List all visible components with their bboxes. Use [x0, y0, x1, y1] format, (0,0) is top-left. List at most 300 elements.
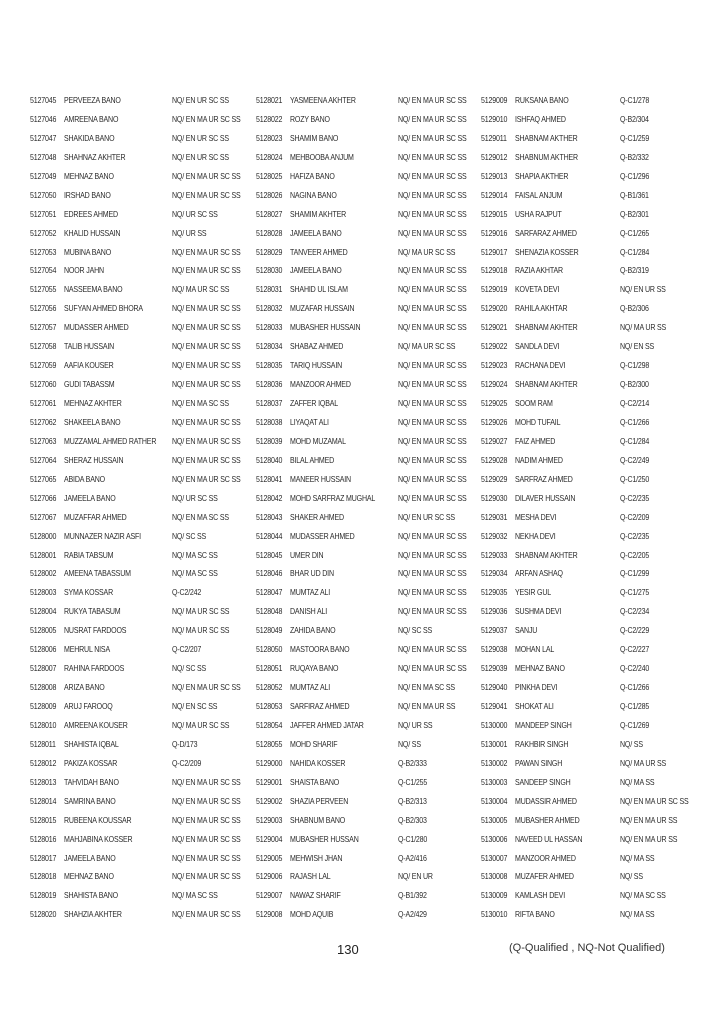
result-status: NQ/ MA UR SS [620, 322, 667, 333]
result-status: NQ/ EN MA UR SC SS [172, 322, 241, 333]
candidate-name: SUFYAN AHMED BHORA [64, 303, 143, 314]
result-row [256, 889, 481, 908]
result-row [481, 700, 706, 719]
result-status: Q-C2/229 [620, 625, 650, 636]
result-status: NQ/ EN MA UR SC SS [398, 663, 467, 674]
roll-number: 5128030 [256, 265, 283, 276]
candidate-name: ARFAN ASHAQ [515, 568, 563, 579]
result-row [256, 170, 481, 189]
candidate-name: SHABNAM AKTHER [515, 132, 578, 143]
result-row [481, 662, 706, 681]
result-status: NQ/ EN UR SS [620, 284, 666, 295]
result-row [30, 681, 255, 700]
result-row [30, 662, 255, 681]
candidate-name: IRSHAD BANO [64, 189, 111, 200]
candidate-name: MUDASSER AHMED [290, 530, 355, 541]
candidate-name: JAMEELA BANO [64, 852, 116, 863]
roll-number: 5128021 [256, 95, 283, 105]
roll-number: 5130008 [481, 871, 508, 882]
roll-number: 5128017 [30, 852, 57, 863]
result-status: NQ/ EN MA UR SC SS [172, 360, 241, 371]
result-row [481, 246, 706, 265]
result-status: NQ/ EN MA SC SS [172, 511, 229, 522]
result-row [256, 605, 481, 624]
roll-number: 5128033 [256, 322, 283, 333]
result-row [256, 302, 481, 321]
roll-number: 5130007 [481, 852, 508, 863]
candidate-name: SHABNAM AKHTER [515, 379, 578, 390]
roll-number: 5128055 [256, 738, 283, 749]
result-row [256, 719, 481, 738]
roll-number: 5129026 [481, 416, 508, 427]
result-status: NQ/ EN UR [398, 871, 433, 882]
roll-number: 5128008 [30, 682, 57, 693]
results-column-1 [30, 94, 255, 927]
result-row [30, 132, 255, 151]
candidate-name: MEHNAZ AKHTER [64, 398, 122, 408]
roll-number: 5127061 [30, 398, 57, 408]
roll-number: 5127054 [30, 265, 57, 276]
roll-number: 5127049 [30, 170, 57, 181]
roll-number: 5129016 [481, 227, 508, 238]
roll-number: 5129028 [481, 454, 508, 465]
roll-number: 5127062 [30, 416, 57, 427]
result-status: NQ/ EN MA UR SC SS [172, 852, 241, 863]
result-status: NQ/ EN MA UR SC SS [398, 416, 467, 427]
result-status: NQ/ EN UR SC SS [398, 511, 455, 522]
result-row [256, 795, 481, 814]
result-row [30, 151, 255, 170]
result-row [30, 94, 255, 113]
roll-number: 5128043 [256, 511, 283, 522]
result-row [30, 492, 255, 511]
roll-number: 5128039 [256, 435, 283, 446]
result-status: NQ/ EN MA UR SC SS [398, 284, 467, 295]
roll-number: 5129005 [256, 852, 283, 863]
result-status: NQ/ EN MA UR SC SS [398, 95, 467, 105]
candidate-name: NASSEEMA BANO [64, 284, 123, 295]
result-row [256, 416, 481, 435]
roll-number: 5129006 [256, 871, 283, 882]
result-row [481, 908, 706, 927]
candidate-name: RACHANA DEVI [515, 360, 566, 371]
result-row [30, 397, 255, 416]
result-status: NQ/ SS [398, 738, 421, 749]
result-row [30, 530, 255, 549]
roll-number: 5127046 [30, 113, 57, 124]
result-status: NQ/ EN UR SC SS [172, 95, 229, 105]
roll-number: 5127050 [30, 189, 57, 200]
result-row [256, 567, 481, 586]
result-status: NQ/ EN MA UR SC SS [172, 341, 241, 352]
roll-number: 5128016 [30, 833, 57, 844]
result-status: NQ/ EN MA UR SC SS [398, 189, 467, 200]
result-status: NQ/ EN MA UR SS [620, 833, 678, 844]
roll-number: 5128024 [256, 151, 283, 162]
result-status: NQ/ EN SC SS [172, 701, 218, 711]
roll-number: 5129025 [481, 398, 508, 408]
result-status: NQ/ MA SS [620, 776, 655, 787]
candidate-name: MANZOOR AHMED [290, 379, 351, 390]
result-status: Q-C2/205 [620, 549, 650, 560]
roll-number: 5128022 [256, 113, 283, 124]
candidate-name: MUMTAZ ALI [290, 587, 331, 598]
candidate-name: RIFTA BANO [515, 909, 555, 920]
candidate-name: MEHBOOBA ANJUM [290, 151, 354, 162]
result-status: NQ/ EN MA UR SC SS [398, 473, 467, 484]
roll-number: 5128007 [30, 663, 57, 674]
result-row [256, 700, 481, 719]
roll-number: 5127047 [30, 132, 57, 143]
result-status: Q-C2/214 [620, 398, 650, 408]
result-row [30, 227, 255, 246]
result-status: Q-C2/209 [620, 511, 650, 522]
result-status: Q-A2/416 [398, 852, 427, 863]
result-status: NQ/ MA UR SC SS [172, 719, 230, 730]
candidate-name: RAKHBIR SINGH [515, 738, 569, 749]
candidate-name: PINKHA DEVI [515, 682, 558, 693]
candidate-name: EDREES AHMED [64, 208, 118, 219]
candidate-name: TARIQ HUSSAIN [290, 360, 343, 371]
result-status: Q-C2/235 [620, 492, 650, 503]
roll-number: 5129010 [481, 113, 508, 124]
result-row [481, 132, 706, 151]
candidate-name: MEHNAZ BANO [64, 871, 114, 882]
result-status: NQ/ EN MA UR SC SS [172, 113, 241, 124]
result-status: NQ/ EN MA UR SC SS [172, 303, 241, 314]
roll-number: 5130010 [481, 909, 508, 920]
roll-number: 5128000 [30, 530, 57, 541]
result-status: NQ/ EN MA UR SC SS [398, 398, 467, 408]
roll-number: 5128009 [30, 701, 57, 711]
results-column-3 [481, 94, 706, 927]
candidate-name: SHABAZ AHMED [290, 341, 344, 352]
result-row [481, 776, 706, 795]
result-row [256, 549, 481, 568]
result-row [30, 605, 255, 624]
result-status: NQ/ MA SC SS [172, 890, 218, 901]
result-status: NQ/ EN MA UR SC SS [172, 909, 241, 920]
roll-number: 5130001 [481, 738, 508, 749]
result-row [30, 586, 255, 605]
result-row [481, 321, 706, 340]
roll-number: 5128006 [30, 644, 57, 655]
result-status: Q-C1/284 [620, 435, 650, 446]
roll-number: 5128023 [256, 132, 283, 143]
result-row [30, 549, 255, 568]
roll-number: 5130004 [481, 795, 508, 806]
roll-number: 5128001 [30, 549, 57, 560]
result-status: NQ/ EN MA UR SS [620, 814, 678, 825]
roll-number: 5128014 [30, 795, 57, 806]
result-status: NQ/ UR SS [172, 227, 207, 238]
result-row [30, 113, 255, 132]
result-status: Q-B1/361 [620, 189, 649, 200]
result-row [256, 473, 481, 492]
roll-number: 5128045 [256, 549, 283, 560]
result-status: NQ/ EN MA UR SC SS [172, 265, 241, 276]
roll-number: 5128004 [30, 606, 57, 617]
roll-number: 5127066 [30, 492, 57, 503]
result-status: NQ/ EN MA UR SC SS [172, 189, 241, 200]
result-row [256, 643, 481, 662]
candidate-name: NAHIDA KOSSER [290, 757, 346, 768]
roll-number: 5128032 [256, 303, 283, 314]
candidate-name: NAGINA BANO [290, 189, 337, 200]
candidate-name: ZAFFER IQBAL [290, 398, 339, 408]
candidate-name: YASMEENA AKHTER [290, 95, 356, 105]
result-status: NQ/ EN MA UR SC SS [172, 795, 241, 806]
roll-number: 5128028 [256, 227, 283, 238]
roll-number: 5128040 [256, 454, 283, 465]
result-row [481, 870, 706, 889]
roll-number: 5128011 [30, 738, 56, 749]
candidate-name: NEKHA DEVI [515, 530, 556, 541]
candidate-name: AMEENA TABASSUM [64, 568, 131, 579]
result-status: NQ/ MA SS [620, 909, 655, 920]
roll-number: 5129009 [481, 95, 508, 105]
result-status: Q-C1/255 [398, 776, 428, 787]
result-status: NQ/ SS [620, 871, 643, 882]
result-status: Q-B2/319 [620, 265, 649, 276]
candidate-name: MAHJABINA KOSSER [64, 833, 133, 844]
result-row [30, 473, 255, 492]
result-status: NQ/ EN MA UR SC SS [172, 833, 241, 844]
roll-number: 5127058 [30, 341, 57, 352]
candidate-name: SHAMIM AKHTER [290, 208, 347, 219]
result-row [256, 189, 481, 208]
roll-number: 5127045 [30, 95, 57, 105]
candidate-name: MOHD TUFAIL [515, 416, 561, 427]
candidate-name: SARFRAZ AHMED [515, 473, 573, 484]
result-row [481, 227, 706, 246]
result-row [30, 170, 255, 189]
result-row [256, 264, 481, 283]
result-status: NQ/ EN SS [620, 341, 655, 352]
result-status: NQ/ MA UR SC SS [398, 341, 456, 352]
result-status: NQ/ MA UR SC SS [172, 606, 230, 617]
candidate-name: MUDASSER AHMED [64, 322, 129, 333]
candidate-name: RAHILA AKHTAR [515, 303, 568, 314]
result-row [256, 738, 481, 757]
roll-number: 5127059 [30, 360, 57, 371]
result-status: NQ/ MA SC SS [172, 549, 218, 560]
candidate-name: MANZOOR AHMED [515, 852, 576, 863]
result-row [256, 208, 481, 227]
roll-number: 5128038 [256, 416, 283, 427]
roll-number: 5129021 [481, 322, 508, 333]
roll-number: 5128020 [30, 909, 57, 920]
result-status: Q-C1/280 [398, 833, 428, 844]
roll-number: 5127056 [30, 303, 57, 314]
candidate-name: SHENAZIA KOSSER [515, 246, 579, 257]
roll-number: 5129034 [481, 568, 508, 579]
candidate-name: RUBEENA KOUSSAR [64, 814, 132, 825]
result-status: NQ/ EN MA UR SC SS [172, 454, 241, 465]
candidate-name: SHERAZ HUSSAIN [64, 454, 124, 465]
result-status: NQ/ EN MA UR SC SS [172, 416, 241, 427]
candidate-name: MUBASHER HUSSAIN [290, 322, 361, 333]
candidate-name: FAIZ AHMED [515, 435, 556, 446]
roll-number: 5129019 [481, 284, 508, 295]
roll-number: 5129031 [481, 511, 508, 522]
candidate-name: MUZZAMAL AHMED RATHER [64, 435, 157, 446]
candidate-name: JAFFER AHMED JATAR [290, 719, 364, 730]
result-row [30, 908, 255, 927]
result-row [481, 378, 706, 397]
candidate-name: BHAR UD DIN [290, 568, 334, 579]
result-row [481, 170, 706, 189]
roll-number: 5129020 [481, 303, 508, 314]
candidate-name: BILAL AHMED [290, 454, 335, 465]
candidate-name: YESIR GUL [515, 587, 552, 598]
result-status: Q-C1/269 [620, 719, 650, 730]
result-row [256, 113, 481, 132]
candidate-name: SHAHID UL ISLAM [290, 284, 348, 295]
result-row [256, 378, 481, 397]
roll-number: 5127065 [30, 473, 57, 484]
result-row [481, 889, 706, 908]
result-row [256, 492, 481, 511]
candidate-name: SHAZIA PERVEEN [290, 795, 349, 806]
roll-number: 5129027 [481, 435, 508, 446]
candidate-name: RAZIA AKHTAR [515, 265, 563, 276]
result-status: NQ/ EN MA UR SC SS [172, 473, 241, 484]
roll-number: 5129024 [481, 379, 508, 390]
roll-number: 5128042 [256, 492, 283, 503]
candidate-name: SHOKAT ALI [515, 701, 554, 711]
result-row [481, 208, 706, 227]
result-status: NQ/ EN MA UR SC SS [398, 322, 467, 333]
roll-number: 5128046 [256, 568, 283, 579]
result-row [30, 776, 255, 795]
result-status: Q-B2/333 [398, 757, 427, 768]
roll-number: 5130006 [481, 833, 508, 844]
candidate-name: MOHD SHARIF [290, 738, 338, 749]
result-row [30, 264, 255, 283]
result-row [256, 283, 481, 302]
roll-number: 5127051 [30, 208, 57, 219]
result-row [30, 454, 255, 473]
result-row [256, 586, 481, 605]
result-row [481, 624, 706, 643]
result-row [481, 814, 706, 833]
candidate-name: MANEER HUSSAIN [290, 473, 351, 484]
result-row [256, 227, 481, 246]
result-row [30, 208, 255, 227]
candidate-name: SHAPIA AKTHER [515, 170, 569, 181]
result-status: NQ/ EN MA UR SC SS [172, 682, 241, 693]
candidate-name: KAMLASH DEVI [515, 890, 565, 901]
candidate-name: MASTOORA BANO [290, 644, 350, 655]
result-status: Q-C2/249 [620, 454, 650, 465]
result-status: NQ/ EN MA UR SC SS [398, 170, 467, 181]
candidate-name: SARFARAZ AHMED [515, 227, 577, 238]
result-row [481, 852, 706, 871]
roll-number: 5129022 [481, 341, 508, 352]
roll-number: 5129003 [256, 814, 283, 825]
result-status: NQ/ SS [620, 738, 643, 749]
candidate-name: PAWAN SINGH [515, 757, 563, 768]
result-row [30, 833, 255, 852]
result-row [30, 283, 255, 302]
result-status: Q-B2/303 [398, 814, 427, 825]
roll-number: 5128052 [256, 682, 283, 693]
roll-number: 5130000 [481, 719, 508, 730]
roll-number: 5128012 [30, 757, 57, 768]
result-row [30, 757, 255, 776]
roll-number: 5129037 [481, 625, 508, 636]
candidate-name: LIYAQAT ALI [290, 416, 329, 427]
result-status: Q-B2/313 [398, 795, 427, 806]
result-status: Q-C1/265 [620, 227, 650, 238]
result-status: NQ/ EN MA UR SC SS [172, 871, 241, 882]
result-status: NQ/ MA UR SS [620, 757, 667, 768]
result-row [481, 302, 706, 321]
roll-number: 5128025 [256, 170, 283, 181]
result-status: Q-C2/234 [620, 606, 650, 617]
result-row [481, 643, 706, 662]
result-row [30, 302, 255, 321]
roll-number: 5128026 [256, 189, 283, 200]
result-status: Q-C1/299 [620, 568, 650, 579]
roll-number: 5130005 [481, 814, 508, 825]
candidate-name: RAHINA FARDOOS [64, 663, 125, 674]
result-row [481, 719, 706, 738]
candidate-name: SYMA KOSSAR [64, 587, 113, 598]
result-row [481, 113, 706, 132]
result-row [30, 567, 255, 586]
result-row [30, 378, 255, 397]
candidate-name: AMREENA KOUSER [64, 719, 128, 730]
roll-number: 5128005 [30, 625, 57, 636]
result-row [256, 776, 481, 795]
candidate-name: MOHD SARFRAZ MUGHAL [290, 492, 376, 503]
result-status: Q-D/173 [172, 738, 198, 749]
result-status: NQ/ UR SS [398, 719, 433, 730]
roll-number: 5129040 [481, 682, 508, 693]
candidate-name: ABIDA BANO [64, 473, 105, 484]
result-status: NQ/ EN MA UR SC SS [398, 435, 467, 446]
candidate-name: MOHD MUZAMAL [290, 435, 346, 446]
result-status: NQ/ EN MA UR SS [398, 701, 456, 711]
result-row [256, 662, 481, 681]
roll-number: 5127055 [30, 284, 57, 295]
result-status: NQ/ EN MA UR SC SS [398, 113, 467, 124]
roll-number: 5127063 [30, 435, 57, 446]
roll-number: 5129014 [481, 189, 508, 200]
candidate-name: UMER DIN [290, 549, 324, 560]
result-row [481, 473, 706, 492]
result-row [30, 340, 255, 359]
candidate-name: MUBASHER HUSSAN [290, 833, 359, 844]
result-row [256, 908, 481, 927]
candidate-name: SHABNUM BANO [290, 814, 346, 825]
candidate-name: SHAISTA BANO [290, 776, 340, 787]
result-status: Q-C2/242 [172, 587, 202, 598]
result-row [481, 492, 706, 511]
result-status: NQ/ MA UR SC SS [172, 625, 230, 636]
candidate-name: TALIB HUSSAIN [64, 341, 115, 352]
result-status: Q-C2/240 [620, 663, 650, 674]
result-status: NQ/ EN MA UR SC SS [172, 435, 241, 446]
candidate-name: MOHAN LAL [515, 644, 555, 655]
roll-number: 5129018 [481, 265, 508, 276]
result-status: NQ/ SC SS [172, 530, 207, 541]
roll-number: 5128034 [256, 341, 283, 352]
result-row [256, 340, 481, 359]
roll-number: 5127060 [30, 379, 57, 390]
